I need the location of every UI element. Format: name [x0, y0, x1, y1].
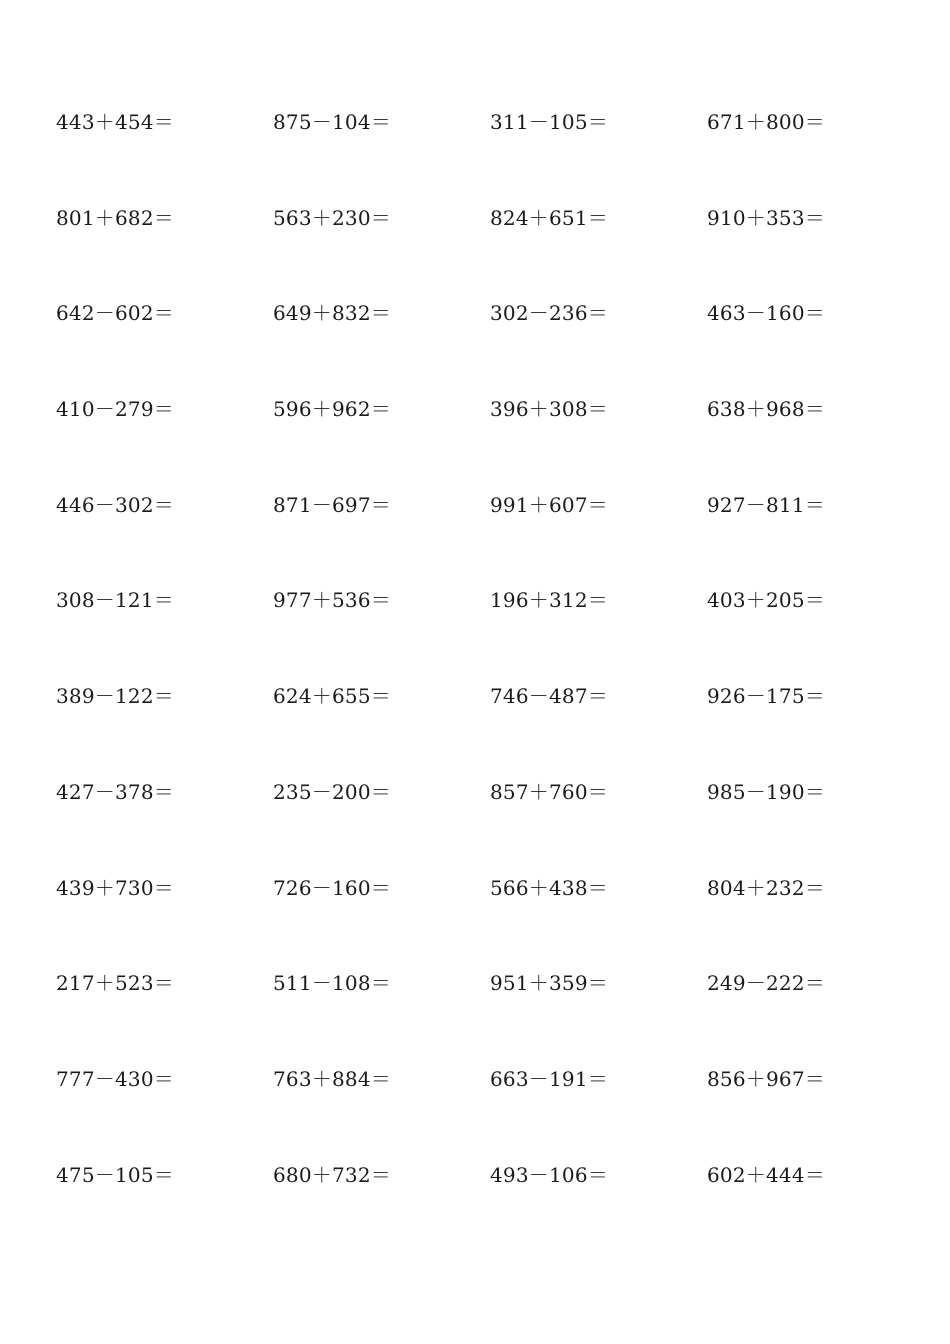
- math-problem: 403＋205＝: [707, 588, 825, 613]
- math-problem: 217＋523＝: [56, 971, 174, 996]
- math-problem: 410－279＝: [56, 397, 174, 422]
- math-problem: 649＋832＝: [273, 301, 391, 326]
- math-problem: 439＋730＝: [56, 875, 174, 900]
- math-problem: 824＋651＝: [490, 205, 608, 230]
- math-problem: 763＋884＝: [273, 1066, 391, 1091]
- math-problem: 302－236＝: [490, 301, 608, 326]
- math-problem: 446－302＝: [56, 492, 174, 517]
- math-problem: 680＋732＝: [273, 1162, 391, 1187]
- math-problem: 463－160＝: [707, 301, 825, 326]
- math-problem: 196＋312＝: [490, 588, 608, 613]
- math-problem: 801＋682＝: [56, 205, 174, 230]
- math-problem: 985－190＝: [707, 779, 825, 804]
- math-problem: 389－122＝: [56, 684, 174, 709]
- math-problem: 746－487＝: [490, 684, 608, 709]
- math-problem: 726－160＝: [273, 875, 391, 900]
- math-problem: 856＋967＝: [707, 1066, 825, 1091]
- math-problem: 235－200＝: [273, 779, 391, 804]
- problem-grid: [56, 104, 924, 1252]
- math-problem: 910＋353＝: [707, 205, 825, 230]
- math-problem: 475－105＝: [56, 1162, 174, 1187]
- math-problem: 642－602＝: [56, 301, 174, 326]
- math-problem: 638＋968＝: [707, 397, 825, 422]
- math-problem: 624＋655＝: [273, 684, 391, 709]
- math-problem: 566＋438＝: [490, 875, 608, 900]
- math-problem: 777－430＝: [56, 1066, 174, 1091]
- math-problem: 804＋232＝: [707, 875, 825, 900]
- math-problem: 875－104＝: [273, 110, 391, 134]
- math-problem: 671＋800＝: [707, 110, 825, 134]
- math-problem: 951＋359＝: [490, 971, 608, 996]
- math-problem: 857＋760＝: [490, 779, 608, 804]
- math-problem: 663－191＝: [490, 1066, 608, 1091]
- math-problem: 511－108＝: [273, 971, 391, 996]
- math-problem: 926－175＝: [707, 684, 825, 709]
- math-problem: 602＋444＝: [707, 1162, 825, 1187]
- math-problem: 443＋454＝: [56, 110, 174, 134]
- math-problem: 396＋308＝: [490, 397, 608, 422]
- math-problem: 493－106＝: [490, 1162, 608, 1187]
- math-problem: 308－121＝: [56, 588, 174, 613]
- math-problem: 596＋962＝: [273, 397, 391, 422]
- math-problem: 991＋607＝: [490, 492, 608, 517]
- math-problem: 563＋230＝: [273, 205, 391, 230]
- math-problem: 927－811＝: [707, 492, 825, 517]
- math-problem: 977＋536＝: [273, 588, 391, 613]
- math-problem: 311－105＝: [490, 110, 608, 134]
- math-problem: 871－697＝: [273, 492, 391, 517]
- math-problem: 427－378＝: [56, 779, 174, 804]
- math-problem: 249－222＝: [707, 971, 825, 996]
